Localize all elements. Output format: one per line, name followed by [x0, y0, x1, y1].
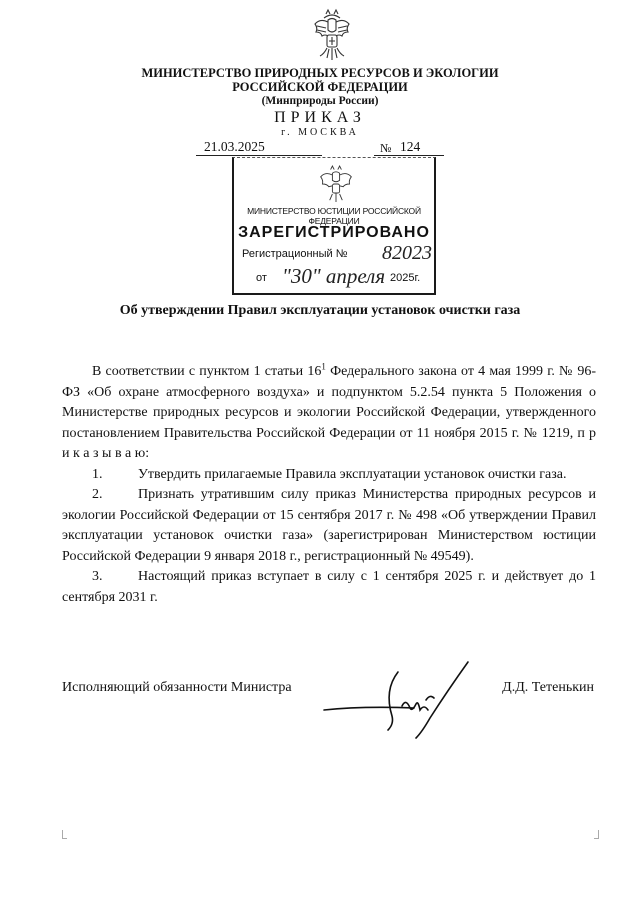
list-item-text: Признать утратившим силу приказ Министерства природных ресурсов и экологии Российской Федерации от 15 сентября 2017 г. № 498 «Об утверждении Правил эксплуатации установок очистки газа» (зарегистрирован Министерством юстиции Российской Федерации 9 января 2018 г., регистрационный № 49549). [62, 487, 596, 564]
stamp-reg-number: 82023 [382, 242, 432, 264]
document-date: 21.03.2025 [204, 139, 265, 154]
intro-superscript: 1 [321, 361, 326, 372]
list-item-number: 2. [92, 487, 103, 502]
stamp-registered: ЗАРЕГИСТРИРОВАНО [238, 224, 430, 241]
corner-mark-right [594, 830, 599, 839]
document-body [62, 362, 596, 608]
registration-stamp [232, 157, 436, 295]
number-sign: № [380, 141, 392, 155]
signer-name: Д.Д. Тетенькин [502, 680, 594, 695]
list-item-number: 3. [92, 569, 103, 584]
date-underline [196, 155, 322, 156]
stamp-organization: МИНИСТЕРСТВО ЮСТИЦИИ РОССИЙСКОЙ ФЕДЕРАЦИИ [247, 206, 421, 226]
ministry-name-line1: МИНИСТЕРСТВО ПРИРОДНЫХ РЕСУРСОВ И ЭКОЛОГИИ [141, 66, 499, 80]
corner-mark-left [62, 830, 67, 839]
signature-graphic [322, 660, 472, 740]
list-item [62, 485, 596, 567]
document-title: Об утверждении Правил эксплуатации установок очистки газа [119, 303, 521, 318]
list-item [62, 465, 596, 486]
list-item-text: Настоящий приказ вступает в силу с 1 сентября 2025 г. и действует до 1 сентября 2031 г. [62, 569, 596, 605]
stamp-reg-label: Регистрационный № [242, 248, 348, 260]
coat-of-arms-icon [318, 164, 354, 204]
ministry-name-line2: РОССИЙСКОЙ ФЕДЕРАЦИИ [232, 80, 408, 94]
coat-of-arms-icon [312, 8, 352, 64]
list-item [62, 567, 596, 608]
document-number: 124 [400, 139, 421, 154]
number-underline [374, 155, 444, 156]
list-item-text: Утвердить прилагаемые Правила эксплуатации установок очистки газа. [138, 466, 567, 482]
stamp-from-label: от [256, 272, 267, 284]
intro-text-b: Федерального закона от 4 мая 1999 г. № 96-ФЗ «Об охране атмосферного воздуха» и подпунктом 5.2.54 пункта 5 Положения о Министерстве природных ресурсов и экологии Российской Федерации, утвержденного постановлением Правительства Российской Федерации от 11 ноября 2015 г. № 1219, п р и к а з ы в а ю: [62, 364, 596, 461]
intro-text-a: В соответствии с пунктом 1 статьи 16 [92, 364, 322, 379]
ministry-short-name: (Минприроды России) [261, 95, 379, 107]
list-item-number: 1. [92, 466, 103, 482]
document-city: г. МОСКВА [281, 127, 359, 138]
stamp-reg-date: "30" апреля [282, 264, 386, 288]
signer-position: Исполняющий обязанности Министра [62, 680, 292, 695]
body-intro [62, 362, 596, 465]
document-type: ПРИКАЗ [274, 109, 366, 126]
stamp-reg-year: 2025г. [390, 272, 421, 284]
